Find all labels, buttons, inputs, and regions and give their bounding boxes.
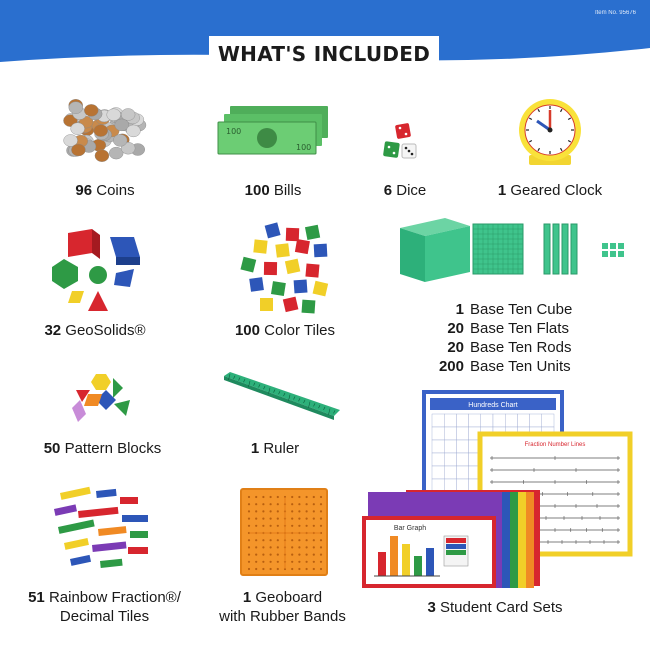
ruler-icon xyxy=(222,372,342,427)
item-caption-bills: 100 Bills xyxy=(244,182,302,199)
coins-icon xyxy=(60,95,150,165)
color-tiles-icon xyxy=(236,222,331,322)
list-item: 20 Base Ten Flats xyxy=(447,320,569,337)
svg-text:100: 100 xyxy=(296,143,312,152)
item-number: Item No. 95676 xyxy=(594,10,636,16)
card-sets-icon xyxy=(360,386,635,596)
item-caption-card-sets: 3 Student Card Sets xyxy=(427,599,563,616)
base-ten-list xyxy=(398,300,598,376)
list-item: 200 Base Ten Units xyxy=(438,358,571,375)
item-caption-dice: 6 Dice xyxy=(383,182,427,199)
hundreds-chart-title: Hundreds Chart xyxy=(468,402,518,409)
geosolids-icon xyxy=(50,225,150,320)
bar-graph-title: Bar Graph xyxy=(393,525,427,532)
pattern-blocks-icon xyxy=(68,370,148,435)
item-caption-ruler: 1 Ruler xyxy=(250,440,300,457)
item-caption-coins: 96 Coins xyxy=(75,182,135,199)
list-item: 20 Base Ten Rods xyxy=(447,339,572,356)
item-caption-color-tiles: 100 Color Tiles xyxy=(234,322,336,339)
item-caption-clock: 1 Geared Clock xyxy=(497,182,603,199)
item-caption-geoboard: 1 Geoboard with Rubber Bands xyxy=(219,589,346,625)
item-caption-pattern-blocks: 50 Pattern Blocks xyxy=(43,440,162,457)
item-caption-fraction-tiles: 51 Rainbow Fraction®/ Decimal Tiles xyxy=(28,589,181,625)
clock-icon xyxy=(515,97,585,174)
dice-icon xyxy=(380,120,440,175)
base-ten-icon xyxy=(390,218,635,303)
svg-text:100: 100 xyxy=(226,127,242,136)
bills-icon xyxy=(218,106,330,161)
fraction-tiles-icon xyxy=(50,487,160,577)
number-lines-title: Fraction Number Lines xyxy=(524,442,586,448)
page-title: WHAT'S INCLUDED xyxy=(209,36,439,72)
item-caption-geosolids: 32 GeoSolids® xyxy=(44,322,146,339)
list-item: 1 Base Ten Cube xyxy=(455,301,573,318)
geoboard-icon xyxy=(239,487,329,582)
